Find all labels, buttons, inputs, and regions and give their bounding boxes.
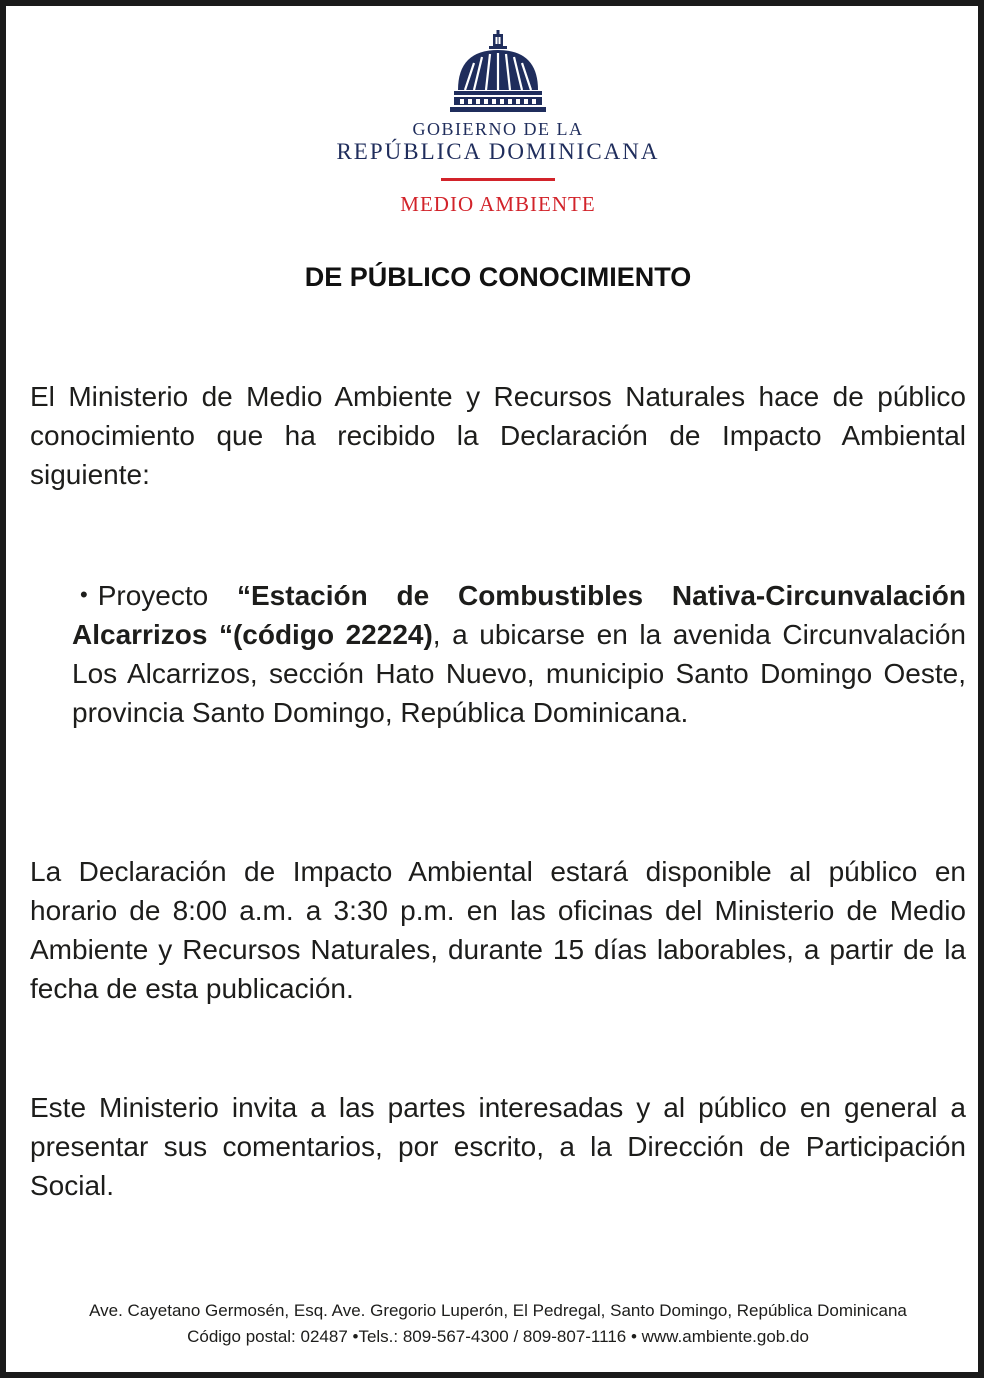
footer-contact: Código postal: 02487 •Tels.: 809-567-4300 / 809-807-1116 • www.ambiente.gob.do [187, 1327, 809, 1346]
invitation-paragraph: Este Ministerio invita a las partes interesadas y al público en general a presentar sus comentarios, por escrito, a la Dirección de Participación Social. [30, 1092, 966, 1201]
republic-name: REPÚBLICA DOMINICANA [336, 139, 660, 164]
project-location: , a ubicarse en la avenida Circunvalación Los Alcarrizos, sección Hato Nuevo, municipio Santo Domingo Oeste, provincia Santo Domingo, República Dominicana. [72, 619, 966, 728]
government-logo [6, 28, 984, 114]
bullet-icon: • [80, 582, 88, 607]
red-divider [441, 178, 555, 181]
notice-title: DE PÚBLICO CONOCIMIENTO [304, 262, 692, 292]
availability-paragraph: La Declaración de Impacto Ambiental estará disponible al público en horario de 8:00 a.m. a 3:30 p.m. en las oficinas del Ministerio de Medio Ambiente y Recursos Naturales, durante 15 días laborables, a partir de la fecha de esta publicación. [30, 856, 966, 1004]
project-bullet [72, 575, 966, 732]
project-name: “Estación de Combustibles Nativa-Circunvalación Alcarrizos “(código 22224) [72, 580, 966, 650]
footer-address: Ave. Cayetano Germosén, Esq. Ave. Gregorio Luperón, El Pedregal, Santo Domingo, República Dominicana [89, 1301, 907, 1320]
capitol-dome-emblem-icon [448, 28, 548, 114]
intro-paragraph: El Ministerio de Medio Ambiente y Recursos Naturales hace de público conocimiento que ha recibido la Declaración de Impacto Ambiental siguiente: [30, 381, 966, 490]
government-line: GOBIERNO DE LA [412, 119, 584, 139]
project-prefix: Proyecto [97, 580, 237, 611]
ministry-name: MEDIO AMBIENTE [400, 192, 596, 216]
